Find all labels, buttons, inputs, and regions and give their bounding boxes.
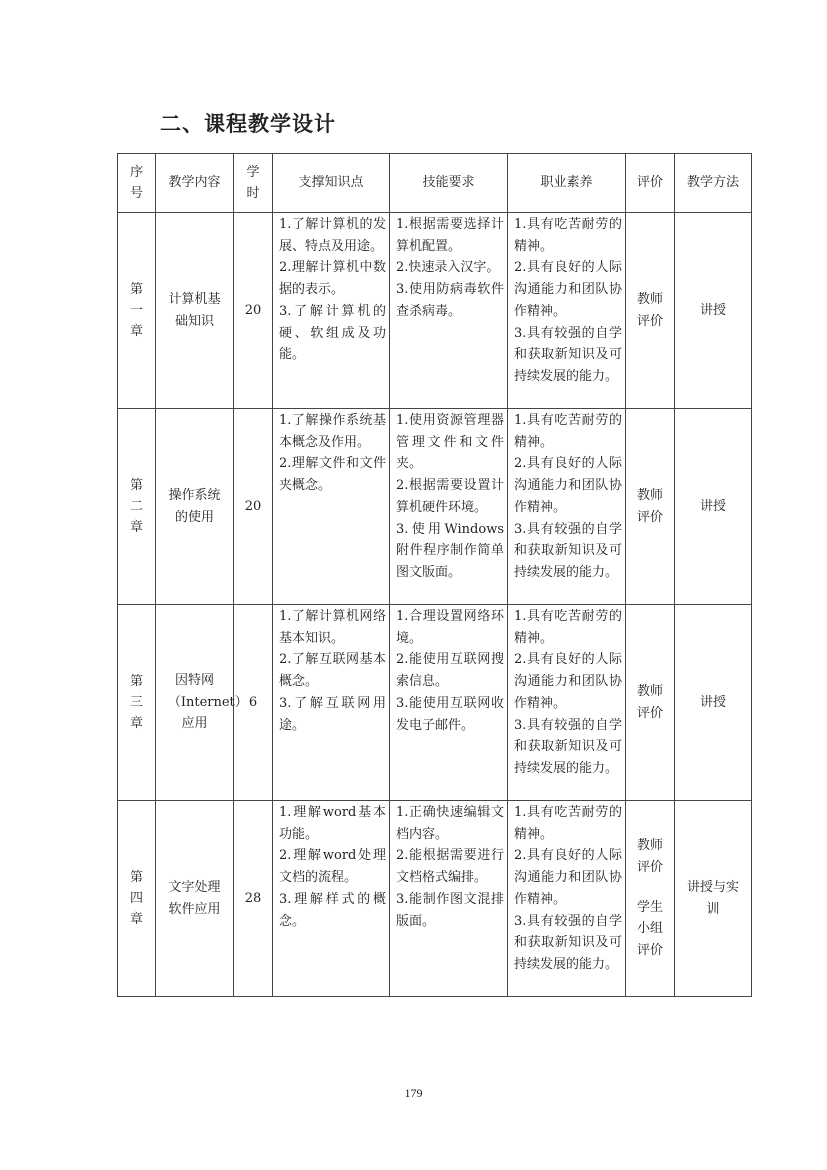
chapter-cell	[118, 605, 156, 801]
method-label: 讲授与实训	[686, 879, 739, 917]
table-row	[118, 801, 752, 997]
literacy-item: 1.具有吃苦耐劳的精神。	[514, 413, 622, 450]
knowledge-cell	[273, 409, 390, 605]
header-method: 教学方法	[675, 154, 752, 213]
skills-cell	[390, 213, 508, 409]
evaluation-cell	[626, 801, 675, 997]
knowledge-item: 1.理解word基本功能。	[279, 805, 386, 842]
hours-cell	[234, 801, 273, 997]
skills-item: 1.合理设置网络环境。	[396, 609, 504, 646]
knowledge-item: 3.了解计算机的硬、软组成及功能。	[279, 303, 386, 363]
hours-cell	[234, 213, 273, 409]
skills-item: 3.能使用互联网收发电子邮件。	[396, 695, 504, 733]
method-label: 讲授	[699, 302, 726, 318]
knowledge-cell	[273, 213, 390, 409]
hours-value: 6	[248, 694, 258, 710]
knowledge-item: 3.了解互联网用途。	[279, 695, 386, 733]
method-label: 讲授	[699, 694, 726, 710]
skills-item: 2.能根据需要进行文档格式编排。	[396, 848, 504, 886]
hours-cell	[234, 409, 273, 605]
knowledge-item: 1.了解计算机的发展、特点及用途。	[279, 217, 386, 254]
header-content: 教学内容	[156, 154, 234, 213]
literacy-item: 2.具有良好的人际沟通能力和团队协作精神。	[514, 848, 622, 907]
literacy-cell	[508, 605, 626, 801]
table-row	[118, 409, 752, 605]
knowledge-item: 2.理解计算机中数据的表示。	[279, 260, 386, 298]
header-seq: 序号	[118, 154, 156, 213]
table-row	[118, 213, 752, 409]
hours-value: 20	[244, 498, 262, 514]
knowledge-item: 2.了解互联网基本概念。	[279, 652, 386, 690]
skills-item: 3.使用防病毒软件查杀病毒。	[396, 282, 504, 319]
chapter-cell	[118, 801, 156, 997]
literacy-item: 3.具有较强的自学和获取新知识及可持续发展的能力。	[514, 521, 622, 580]
content-label: 计算机基础知识	[168, 291, 221, 329]
method-label: 讲授	[699, 498, 726, 514]
skills-item: 2.能使用互联网搜索信息。	[396, 652, 504, 690]
section-title: 二、课程教学设计	[160, 112, 336, 136]
knowledge-item: 2.理解文件和文件夹概念。	[279, 456, 386, 494]
course-design-table	[117, 153, 752, 997]
method-cell	[675, 605, 752, 801]
literacy-cell	[508, 801, 626, 997]
content-label: 文字处理软件应用	[168, 879, 221, 917]
chapter-label: 第二章	[130, 478, 144, 535]
evaluation-cell	[626, 605, 675, 801]
knowledge-item: 1.了解计算机网络基本知识。	[279, 609, 386, 646]
skills-item: 2.根据需要设置计算机硬件环境。	[396, 478, 504, 515]
skills-item: 3.能制作图文混排版面。	[396, 891, 504, 929]
skills-item: 1.使用资源管理器管理文件和文件夹。	[396, 413, 504, 472]
table-row	[118, 605, 752, 801]
knowledge-cell	[273, 605, 390, 801]
header-knowledge: 支撑知识点	[273, 154, 390, 213]
method-cell	[675, 409, 752, 605]
content-cell	[156, 605, 248, 801]
literacy-item: 2.具有良好的人际沟通能力和团队协作精神。	[514, 456, 622, 515]
hours-value: 20	[244, 302, 262, 318]
header-hours: 学时	[234, 154, 273, 213]
content-cell	[156, 409, 234, 605]
knowledge-item: 2.理解word处理文档的流程。	[279, 848, 386, 886]
evaluation-item: 教师评价	[636, 291, 663, 329]
evaluation-cell	[626, 409, 675, 605]
evaluation-item: 教师评价	[636, 683, 663, 721]
literacy-item: 3.具有较强的自学和获取新知识及可持续发展的能力。	[514, 717, 622, 776]
evaluation-cell	[626, 213, 675, 409]
skills-cell	[390, 409, 508, 605]
literacy-item: 1.具有吃苦耐劳的精神。	[514, 805, 622, 842]
content-cell	[156, 801, 234, 997]
knowledge-item: 1.了解操作系统基本概念及作用。	[279, 413, 386, 450]
literacy-item: 3.具有较强的自学和获取新知识及可持续发展的能力。	[514, 913, 622, 972]
content-label: 因特网（Internet）应用	[167, 672, 248, 732]
content-cell	[156, 213, 234, 409]
literacy-item: 2.具有良好的人际沟通能力和团队协作精神。	[514, 260, 622, 319]
chapter-label: 第三章	[130, 674, 144, 731]
knowledge-cell	[273, 801, 390, 997]
skills-item: 2.快速录入汉字。	[396, 260, 500, 276]
literacy-cell	[508, 213, 626, 409]
literacy-item: 2.具有良好的人际沟通能力和团队协作精神。	[514, 652, 622, 711]
literacy-item: 3.具有较强的自学和获取新知识及可持续发展的能力。	[514, 325, 622, 384]
hours-value: 28	[244, 890, 262, 906]
skills-item: 1.根据需要选择计算机配置。	[396, 217, 504, 254]
literacy-cell	[508, 409, 626, 605]
knowledge-item: 3.理解样式的概念。	[279, 891, 386, 929]
evaluation-item: 教师评价	[636, 838, 663, 875]
skills-cell	[390, 605, 508, 801]
header-row	[118, 154, 752, 213]
chapter-label: 第四章	[130, 870, 144, 927]
header-evaluation: 评价	[626, 154, 675, 213]
method-cell	[675, 213, 752, 409]
chapter-label: 第一章	[130, 282, 144, 339]
evaluation-gap	[626, 879, 674, 897]
page-number: 179	[404, 1086, 423, 1100]
method-cell	[675, 801, 752, 997]
chapter-cell	[118, 213, 156, 409]
skills-cell	[390, 801, 508, 997]
literacy-item: 1.具有吃苦耐劳的精神。	[514, 217, 622, 254]
content-label: 操作系统的使用	[168, 487, 221, 525]
chapter-cell	[118, 409, 156, 605]
header-literacy: 职业素养	[508, 154, 626, 213]
header-skills: 技能要求	[390, 154, 508, 213]
skills-item: 3.使用Windows附件程序制作简单图文版面。	[396, 521, 504, 580]
literacy-item: 1.具有吃苦耐劳的精神。	[514, 609, 622, 646]
skills-item: 1.正确快速编辑文档内容。	[396, 805, 504, 842]
evaluation-item: 学生小组评价	[636, 899, 663, 959]
evaluation-item: 教师评价	[636, 487, 663, 525]
